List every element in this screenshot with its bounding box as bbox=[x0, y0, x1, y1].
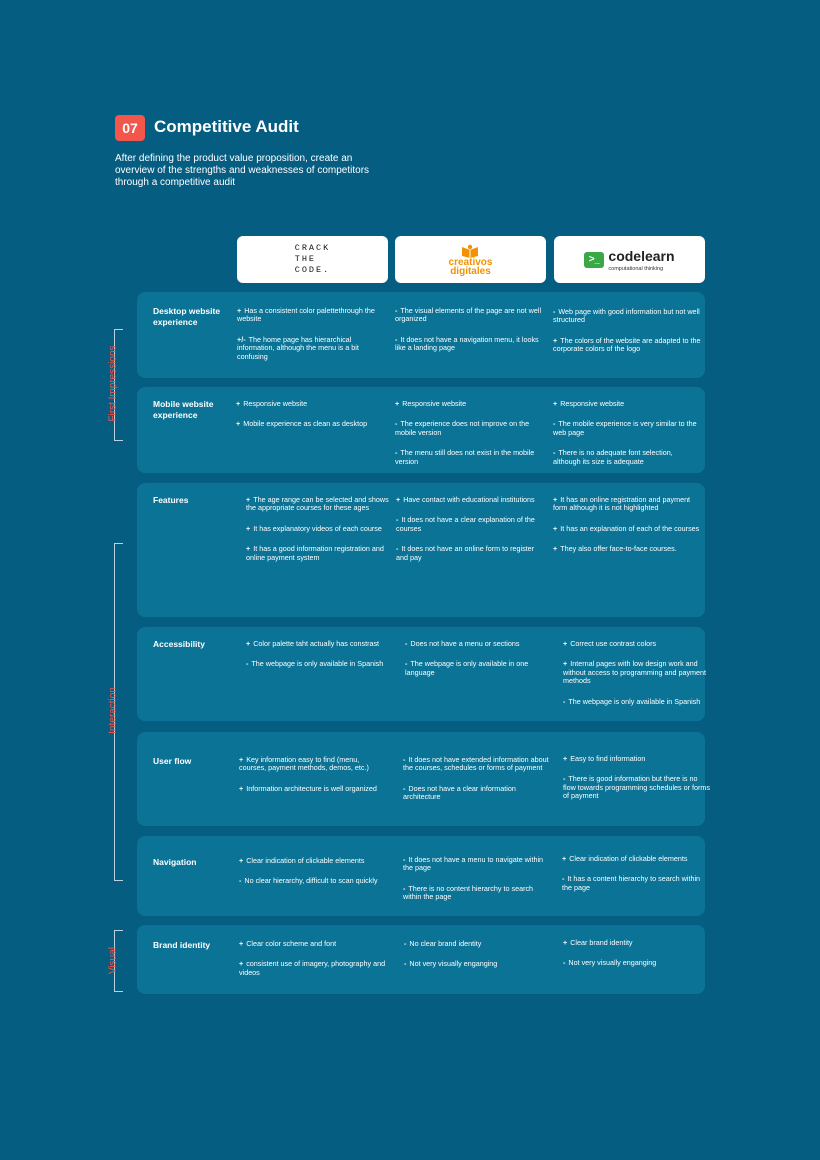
item-marker: + bbox=[563, 754, 568, 763]
item-text: Have contact with educational institutions bbox=[403, 495, 535, 504]
codelearn-terminal-icon: >_ bbox=[584, 252, 604, 268]
weakness-item bbox=[553, 420, 701, 437]
item-text: It does not have a clear explanation of the courses bbox=[396, 515, 535, 533]
item-marker: + bbox=[246, 495, 251, 504]
cell-mobile-website-experience-competitor-2 bbox=[395, 400, 543, 478]
weakness-item bbox=[396, 545, 544, 562]
strength-item bbox=[239, 756, 387, 773]
page-intro: After defining the product value proposition, create an overview of the strengths and weaknesses of competitors through a competitive audit bbox=[115, 153, 370, 188]
strength-item bbox=[553, 545, 701, 553]
item-marker: + bbox=[239, 856, 244, 865]
item-marker: + bbox=[563, 938, 568, 947]
weakness-item bbox=[395, 307, 543, 324]
cell-features-competitor-1 bbox=[246, 496, 394, 574]
weakness-item bbox=[396, 516, 544, 533]
item-marker: - bbox=[239, 876, 242, 886]
item-marker: + bbox=[396, 495, 401, 504]
cell-mobile-website-experience-competitor-1 bbox=[236, 400, 384, 441]
item-marker: - bbox=[405, 639, 408, 648]
competitor-logo-codelearn bbox=[554, 236, 705, 283]
item-text: It has an online registration and payment form although it is not highlighted bbox=[553, 495, 691, 513]
item-marker: + bbox=[246, 523, 251, 533]
creativos-digitales-logo-text: creativos digitales bbox=[448, 256, 493, 277]
weakness-item bbox=[563, 959, 711, 967]
item-marker: + bbox=[237, 306, 242, 315]
item-text: It does not have a navigation menu, it looks like a landing page bbox=[395, 334, 539, 353]
item-text: Clear indication of clickable elements bbox=[569, 854, 688, 863]
cell-navigation-competitor-3 bbox=[562, 855, 710, 904]
item-text: Web page with good information but not well structured bbox=[553, 307, 700, 325]
item-text: Clear indication of clickable elements bbox=[246, 856, 365, 865]
cell-brand-identity-competitor-3 bbox=[563, 939, 711, 980]
item-marker: - bbox=[404, 959, 407, 969]
item-marker: + bbox=[239, 783, 244, 793]
item-marker: - bbox=[553, 448, 556, 458]
row-label-features: Features bbox=[153, 495, 189, 505]
strength-item bbox=[237, 307, 385, 324]
item-text: It has a good information registration and online payment system bbox=[246, 544, 384, 562]
item-text: The webpage is only available in one language bbox=[405, 659, 529, 677]
cell-navigation-competitor-1 bbox=[239, 857, 387, 898]
item-text: It has an explanation of each of the courses bbox=[560, 523, 700, 533]
strength-item bbox=[246, 640, 394, 648]
cell-mobile-website-experience-competitor-3 bbox=[553, 400, 701, 478]
competitor-logo-crack-the-code bbox=[237, 236, 388, 283]
item-text: Clear color scheme and font bbox=[246, 939, 337, 948]
section-label-interaction: Interaction bbox=[107, 687, 119, 734]
item-marker: + bbox=[553, 399, 558, 408]
item-marker: - bbox=[562, 874, 565, 884]
item-marker: + bbox=[246, 544, 251, 554]
item-marker: - bbox=[246, 659, 249, 669]
crack-the-code-logo-text: CRACK THE CODE. bbox=[294, 243, 331, 275]
row-label-accessibility: Accessibility bbox=[153, 639, 205, 649]
section-label-first-impressions: First Impressions bbox=[107, 345, 119, 422]
strength-item bbox=[563, 640, 711, 648]
item-text: It does not have extended information about the courses, schedules or forms of payment bbox=[403, 755, 549, 773]
item-text: They also offer face-to-face courses. bbox=[560, 544, 677, 554]
item-text: Has a consistent color palettethrough the website bbox=[237, 306, 375, 324]
item-text: Responsive website bbox=[243, 399, 308, 408]
item-marker: - bbox=[395, 334, 398, 344]
weakness-item bbox=[405, 640, 553, 648]
cell-accessibility-competitor-2 bbox=[405, 640, 553, 689]
item-text: The colors of the website are adapted to the corporate colors of the logo bbox=[553, 335, 701, 354]
cell-user-flow-competitor-1 bbox=[239, 756, 387, 805]
item-text: Key information easy to find (menu, courses, payment methods, demos, etc.) bbox=[239, 755, 369, 773]
creativos-digitales-emblem-icon bbox=[461, 244, 479, 258]
item-marker: - bbox=[396, 515, 399, 525]
weakness-item bbox=[246, 660, 394, 668]
item-text: Does not have a clear information architecture bbox=[403, 783, 516, 802]
item-marker: + bbox=[562, 854, 567, 863]
item-text: consistent use of imagery, photography and videos bbox=[239, 959, 386, 977]
weakness-item bbox=[404, 940, 552, 948]
cell-accessibility-competitor-3 bbox=[563, 640, 711, 718]
strength-item bbox=[553, 496, 701, 513]
item-text: There is good information but there is no flow towards programming schedules or forms of payment bbox=[563, 774, 710, 801]
codelearn-logo-text: codelearn bbox=[608, 247, 675, 264]
weakness-item bbox=[403, 885, 551, 902]
item-marker: + bbox=[553, 335, 558, 345]
item-text: Responsive website bbox=[402, 399, 467, 408]
cell-user-flow-competitor-2 bbox=[403, 756, 551, 814]
weakness-item bbox=[553, 308, 701, 325]
weakness-item bbox=[563, 698, 711, 706]
item-marker: + bbox=[395, 399, 400, 408]
item-text: The menu still does not exist in the mobile version bbox=[395, 448, 535, 466]
strength-item bbox=[246, 496, 394, 513]
item-marker: +/- bbox=[237, 334, 246, 344]
item-text: There is no content hierarchy to search within the page bbox=[403, 883, 534, 902]
item-text: The visual elements of the page are not well organized bbox=[395, 306, 542, 324]
item-marker: - bbox=[553, 307, 556, 316]
strength-item bbox=[239, 960, 387, 977]
item-text: No clear hierarchy, difficult to scan quickly bbox=[244, 876, 378, 886]
weakness-item bbox=[395, 420, 543, 437]
item-marker: + bbox=[236, 419, 241, 429]
strength-item bbox=[553, 525, 701, 533]
weakness-item bbox=[395, 449, 543, 466]
item-marker: - bbox=[395, 448, 398, 458]
cell-user-flow-competitor-3 bbox=[563, 755, 711, 813]
item-text: Clear brand identity bbox=[570, 938, 633, 947]
item-marker: - bbox=[404, 939, 407, 948]
strength-item bbox=[236, 400, 384, 408]
strength-item bbox=[246, 545, 394, 562]
item-text: The webpage is only available in Spanish bbox=[251, 659, 384, 669]
item-marker: - bbox=[396, 544, 399, 554]
cell-navigation-competitor-2 bbox=[403, 856, 551, 914]
item-marker: - bbox=[563, 958, 566, 968]
strength-item bbox=[239, 785, 387, 793]
strength-item bbox=[246, 525, 394, 533]
item-text: No clear brand identity bbox=[409, 939, 482, 948]
item-marker: - bbox=[395, 419, 398, 429]
strength-item bbox=[553, 400, 701, 408]
item-marker: - bbox=[403, 855, 406, 864]
item-text: Not very visually enganging bbox=[409, 959, 498, 969]
item-text: Internal pages with low design work and without access to programming and payment methods bbox=[563, 659, 707, 686]
item-marker: - bbox=[553, 419, 556, 429]
cell-features-competitor-2 bbox=[396, 496, 544, 574]
item-text: The home page has hierarchical information, although the menu is a bit confusing bbox=[237, 334, 359, 361]
item-marker: + bbox=[553, 495, 558, 504]
item-marker: - bbox=[403, 783, 406, 793]
weakness-item bbox=[403, 856, 551, 873]
cell-brand-identity-competitor-2 bbox=[404, 940, 552, 981]
item-text: The experience does not improve on the mobile version bbox=[395, 419, 530, 437]
item-text: The webpage is only available in Spanish bbox=[568, 696, 701, 706]
row-label-mobile-website-experience: Mobile website experience bbox=[153, 399, 214, 420]
item-marker: - bbox=[403, 755, 406, 764]
row-label-user-flow: User flow bbox=[153, 756, 192, 766]
strength-item bbox=[237, 336, 385, 361]
competitor-logo-creativos-digitales bbox=[395, 236, 546, 283]
item-text: Does not have a menu or sections bbox=[410, 639, 520, 648]
item-marker: + bbox=[563, 639, 568, 648]
item-marker: - bbox=[563, 696, 566, 706]
item-marker: + bbox=[236, 399, 241, 408]
row-label-navigation: Navigation bbox=[153, 857, 197, 867]
item-text: It does not have an online form to register and pay bbox=[396, 544, 535, 562]
cell-brand-identity-competitor-1 bbox=[239, 940, 387, 989]
item-marker: + bbox=[246, 639, 251, 648]
cell-desktop-website-experience-competitor-1 bbox=[237, 307, 385, 373]
item-text: Mobile experience as clean as desktop bbox=[243, 419, 368, 429]
item-text: Correct use contrast colors bbox=[570, 639, 657, 648]
item-marker: - bbox=[395, 306, 398, 315]
weakness-item bbox=[403, 785, 551, 802]
weakness-item bbox=[562, 875, 710, 892]
item-text: It has explanatory videos of each course bbox=[253, 523, 382, 533]
item-marker: + bbox=[553, 544, 558, 554]
item-text: The mobile experience is very similar to the web page bbox=[553, 419, 697, 437]
item-marker: + bbox=[563, 659, 568, 669]
item-text: Information architecture is well organized bbox=[246, 783, 377, 793]
item-marker: + bbox=[553, 523, 558, 533]
item-marker: + bbox=[239, 755, 244, 764]
cell-features-competitor-3 bbox=[553, 496, 701, 566]
row-label-brand-identity: Brand identity bbox=[153, 940, 211, 950]
weakness-item bbox=[395, 336, 543, 353]
strength-item bbox=[562, 855, 710, 863]
row-label-desktop-website-experience: Desktop website experience bbox=[153, 306, 221, 327]
item-text: It does not have a menu to navigate within the page bbox=[403, 855, 544, 873]
item-marker: + bbox=[239, 939, 244, 948]
strength-item bbox=[395, 400, 543, 408]
item-text: It has a content hierarchy to search within the page bbox=[562, 874, 701, 892]
strength-item bbox=[239, 857, 387, 865]
weakness-item bbox=[403, 756, 551, 773]
cell-accessibility-competitor-1 bbox=[246, 640, 394, 681]
strength-item bbox=[563, 755, 711, 763]
weakness-item bbox=[404, 960, 552, 968]
strength-item bbox=[563, 660, 711, 685]
codelearn-logo-subtitle: computational thinking bbox=[608, 265, 664, 272]
section-label-visual: Visual bbox=[107, 946, 119, 975]
item-marker: - bbox=[403, 883, 406, 893]
item-marker: - bbox=[563, 774, 566, 784]
item-text: Easy to find information bbox=[570, 754, 646, 763]
weakness-item bbox=[239, 877, 387, 885]
strength-item bbox=[553, 337, 701, 354]
item-text: There is no adequate font selection, although its size is adequate bbox=[553, 448, 673, 466]
weakness-item bbox=[553, 449, 701, 466]
section-number-badge: 07 bbox=[115, 115, 145, 141]
item-text: Color palette taht actually has constrast bbox=[253, 639, 380, 648]
weakness-item bbox=[563, 775, 711, 800]
item-text: Responsive website bbox=[560, 399, 625, 408]
item-text: The age range can be selected and shows the appropriate courses for these ages bbox=[246, 495, 389, 513]
strength-item bbox=[236, 420, 384, 428]
item-text: Not very visually enganging bbox=[568, 958, 657, 968]
strength-item bbox=[563, 939, 711, 947]
weakness-item bbox=[405, 660, 553, 677]
strength-item bbox=[396, 496, 544, 504]
item-marker: - bbox=[405, 659, 408, 669]
strength-item bbox=[239, 940, 387, 948]
cell-desktop-website-experience-competitor-2 bbox=[395, 307, 543, 365]
item-marker: + bbox=[239, 959, 244, 969]
page-title: Competitive Audit bbox=[154, 117, 299, 136]
cell-desktop-website-experience-competitor-3 bbox=[553, 308, 701, 366]
